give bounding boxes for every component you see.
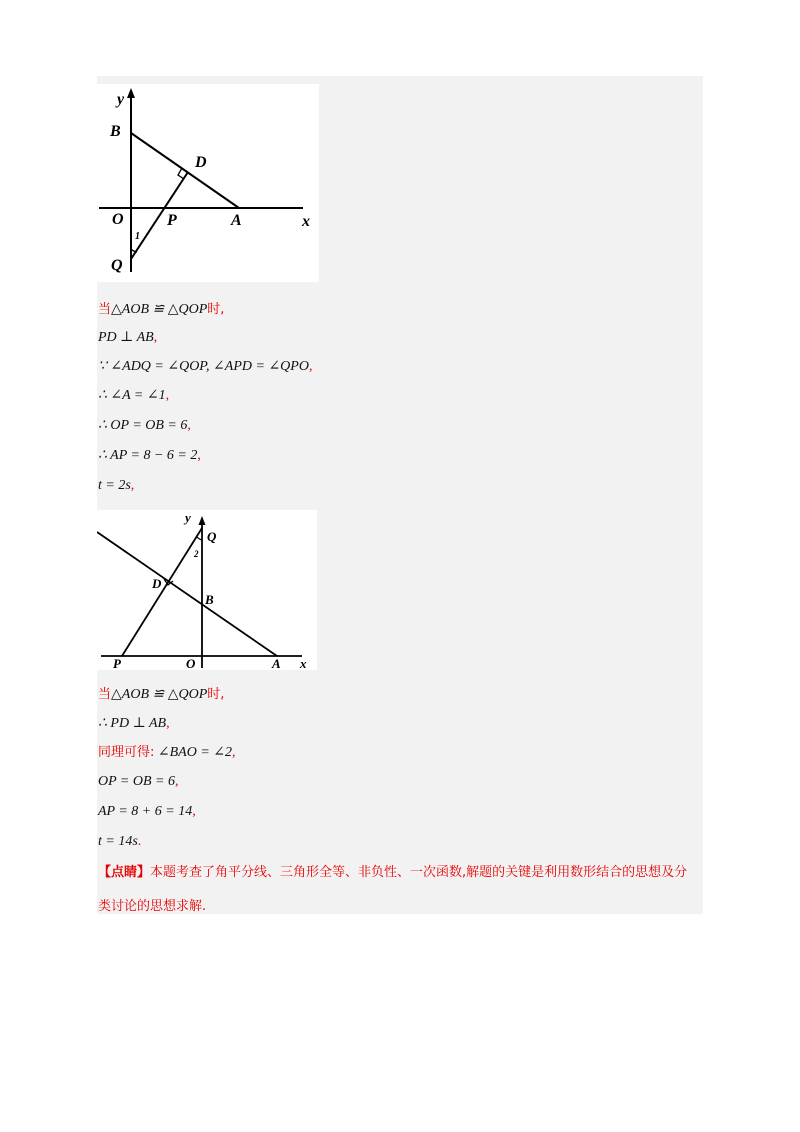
solution2-line-4 bbox=[98, 770, 178, 794]
label-D: D bbox=[195, 154, 207, 171]
segment-PQ bbox=[122, 528, 202, 656]
label-P: P bbox=[113, 656, 121, 670]
commentary-text: 本题考查了角平分线、三角形全等、非负性、一次函数,解题的关键是利用数形结合的思想及分类讨论的思想求解. bbox=[98, 865, 688, 914]
math-expression: ∴ OP = OB = 6 bbox=[98, 418, 188, 433]
punctuation: , bbox=[232, 745, 236, 760]
punctuation: , bbox=[153, 330, 158, 345]
figure-2 bbox=[97, 510, 317, 670]
punctuation: , bbox=[308, 359, 313, 374]
punctuation: , bbox=[166, 716, 170, 731]
punctuation: , bbox=[174, 774, 179, 789]
label-B: B bbox=[205, 592, 214, 607]
label-D: D bbox=[152, 576, 162, 591]
congruence-statement: △AOB ≌ △QOP bbox=[111, 687, 208, 702]
label-y: y bbox=[185, 510, 191, 525]
solution2-line-6 bbox=[98, 830, 141, 854]
solution2-line-2 bbox=[98, 712, 170, 736]
math-expression: ∴ ∠A = ∠1 bbox=[98, 388, 166, 403]
solution2-line-3 bbox=[98, 741, 236, 765]
math-expression: t = 2s bbox=[98, 478, 131, 493]
label-angle-2: 2 bbox=[194, 549, 199, 559]
math-expression: ∴ AP = 8 − 6 = 2 bbox=[98, 448, 198, 463]
figure-1 bbox=[97, 84, 319, 282]
math-expression: ∵ ∠ADQ = ∠QOP, ∠APD = ∠QPO bbox=[98, 359, 309, 374]
label-P: P bbox=[167, 212, 177, 229]
cn-prefix: 当 bbox=[98, 302, 112, 317]
math-expression: ∠BAO = ∠2 bbox=[157, 745, 233, 760]
congruence-statement: △AOB ≌ △QOP bbox=[111, 302, 208, 317]
label-y: y bbox=[117, 91, 125, 108]
punctuation: , bbox=[130, 478, 135, 493]
math-expression: t = 14s bbox=[98, 834, 138, 849]
label-Q: Q bbox=[207, 529, 217, 544]
commentary bbox=[98, 856, 698, 924]
y-axis-arrow-icon bbox=[199, 516, 206, 525]
figure-2-diagram bbox=[97, 510, 317, 670]
punctuation: , bbox=[192, 804, 196, 819]
solution2-line-1 bbox=[98, 683, 224, 707]
punctuation: . bbox=[137, 834, 142, 849]
cn-prefix: 当 bbox=[98, 687, 112, 702]
solution1-line-7 bbox=[98, 474, 134, 498]
solution1-line-3 bbox=[98, 355, 312, 379]
figure-1-diagram bbox=[97, 84, 319, 282]
label-A: A bbox=[231, 212, 242, 229]
solution1-line-6 bbox=[98, 444, 201, 468]
label-x: x bbox=[300, 656, 307, 670]
math-expression: AP = 8 + 6 = 14 bbox=[98, 804, 193, 819]
math-expression: OP = OB = 6 bbox=[98, 774, 175, 789]
commentary-tag: 【点睛】 bbox=[98, 865, 151, 880]
cn-text: 同理可得: bbox=[98, 745, 155, 760]
math-expression: PD ⊥ AB bbox=[98, 330, 154, 345]
cn-suffix: 时, bbox=[207, 687, 225, 702]
label-B: B bbox=[110, 123, 121, 140]
solution2-line-5 bbox=[98, 800, 196, 824]
punctuation: , bbox=[197, 448, 201, 463]
solution1-line-4 bbox=[98, 384, 169, 408]
cn-suffix: 时, bbox=[207, 302, 225, 317]
math-expression: ∴ PD ⊥ AB bbox=[98, 716, 167, 731]
label-Q: Q bbox=[111, 257, 123, 274]
punctuation: , bbox=[187, 418, 191, 433]
solution1-line-2 bbox=[98, 326, 157, 350]
solution1-line-1 bbox=[98, 298, 224, 322]
punctuation: , bbox=[165, 388, 170, 403]
label-x: x bbox=[302, 213, 310, 230]
segment-QD bbox=[131, 172, 188, 259]
y-axis-arrow-icon bbox=[127, 88, 135, 98]
solution1-line-5 bbox=[98, 414, 191, 438]
segment-BA bbox=[131, 133, 239, 208]
label-O: O bbox=[112, 211, 124, 228]
label-angle-1: 1 bbox=[135, 231, 140, 242]
label-A: A bbox=[272, 656, 281, 670]
label-O: O bbox=[186, 656, 196, 670]
